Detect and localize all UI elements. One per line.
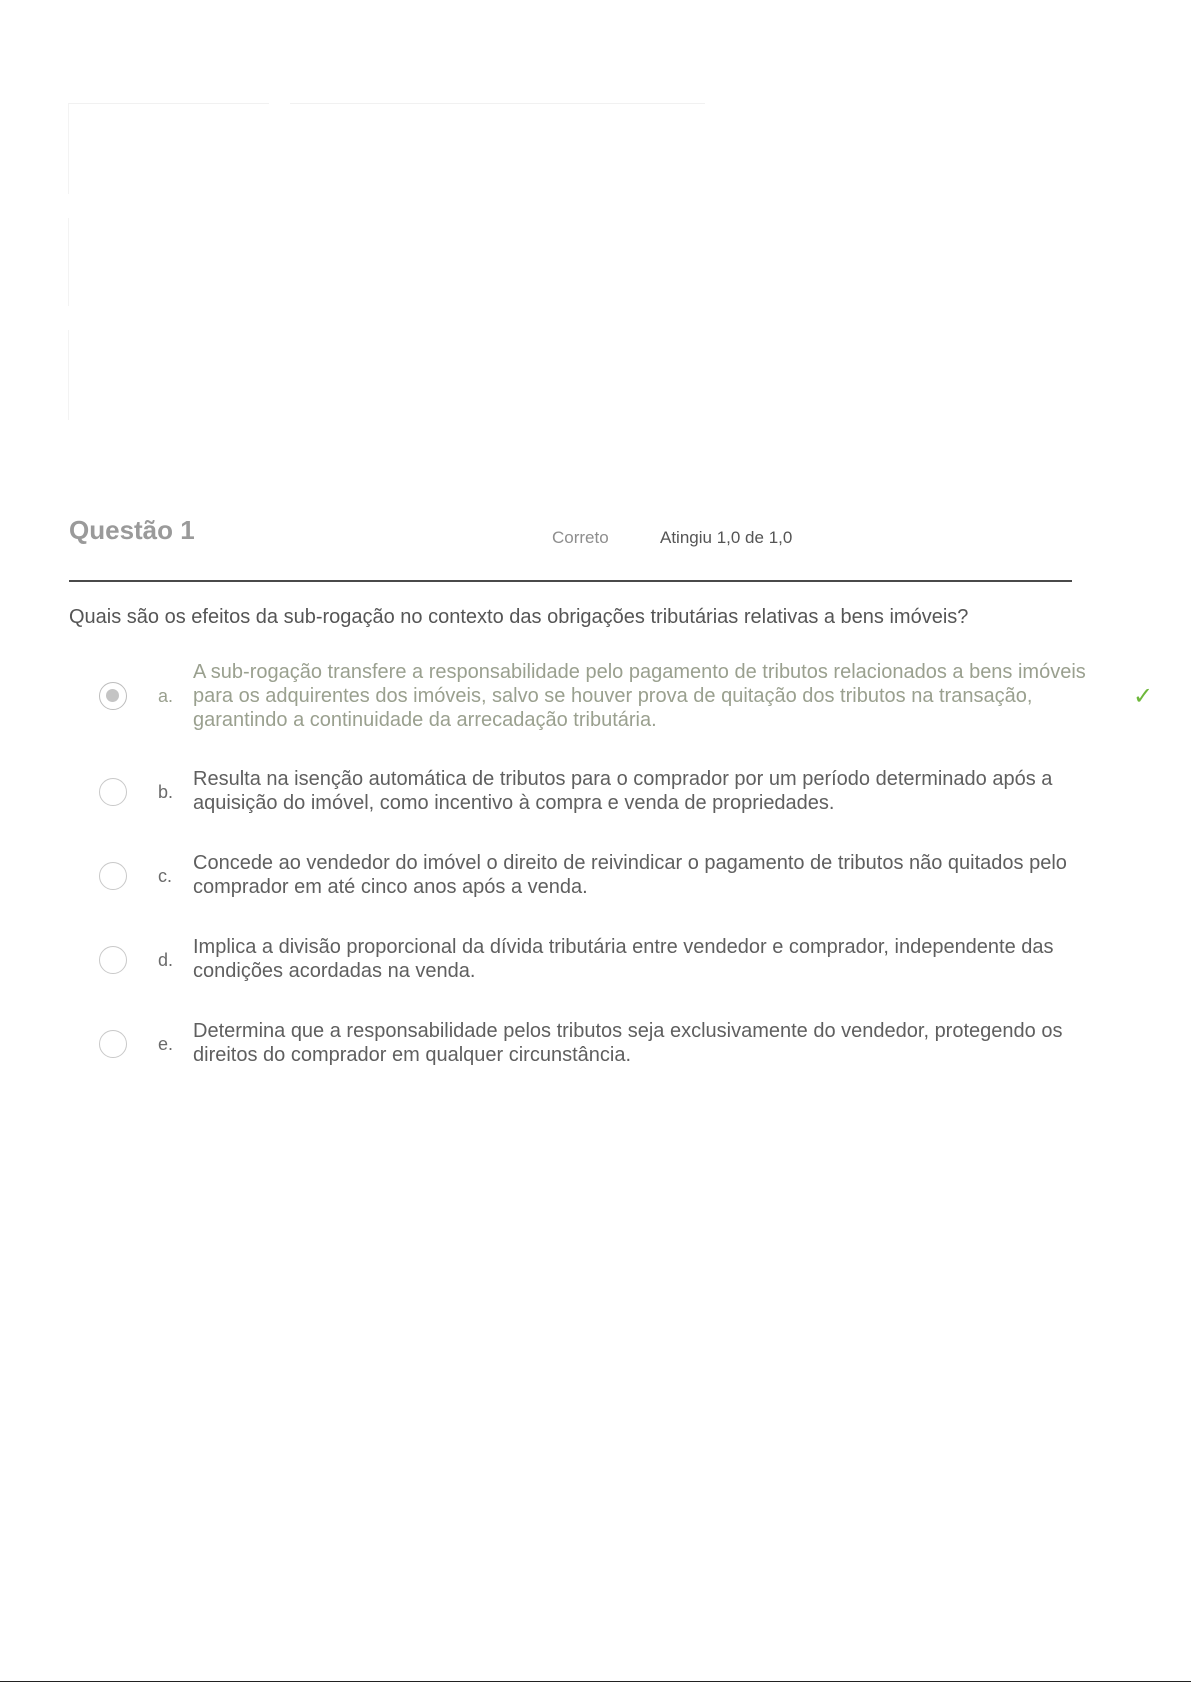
option-text: Implica a divisão proporcional da dívida tributária entre vendedor e comprador, independente das condições acordadas na venda. (193, 936, 1054, 982)
answer-option-b[interactable] (69, 767, 1129, 823)
option-letter: d. (158, 950, 174, 970)
option-letter: b. (158, 782, 174, 802)
faded-summary-box (68, 218, 71, 306)
grade-label: Atingiu 1,0 de 1,0 (660, 528, 793, 547)
divider (69, 580, 1072, 582)
option-text: Determina que a responsabilidade pelos tributos seja exclusivamente do vendedor, protegendo os direitos do comprador em qualquer circunstância. (193, 1020, 1063, 1066)
option-text: A sub-rogação transfere a responsabilidade pelo pagamento de tributos relacionados a bens imóveis para os adquirentes dos imóveis, salvo se houver prova de quitação dos tributos na transação, garantindo a continuidade da arrecadação tributária. (193, 661, 1086, 731)
page-bottom-edge (0, 1681, 1191, 1682)
radio-option-c[interactable] (99, 862, 127, 890)
answer-option-a[interactable] (69, 660, 1154, 740)
option-letter: c. (158, 866, 173, 886)
radio-option-b[interactable] (99, 778, 127, 806)
question-text: Quais são os efeitos da sub-rogação no contexto das obrigações tributárias relativas a bens imóveis? (69, 606, 969, 628)
answer-option-c[interactable] (69, 851, 1129, 907)
question-title: Questão 1 (69, 515, 195, 545)
radio-option-a[interactable] (99, 682, 127, 710)
radio-option-e[interactable] (99, 1030, 127, 1058)
option-text: Resulta na isenção automática de tributos para o comprador por um período determinado após a aquisição do imóvel, como incentivo à compra e venda de propriedades. (193, 768, 1053, 814)
option-letter: a. (158, 686, 174, 706)
option-letter: e. (158, 1034, 174, 1054)
faded-summary-box (290, 103, 705, 106)
faded-summary-box (68, 330, 71, 420)
answer-option-e[interactable] (69, 1019, 1129, 1075)
radio-dot (106, 689, 119, 702)
checkmark-icon: ✓ (1133, 683, 1154, 710)
option-text: Concede ao vendedor do imóvel o direito de reivindicar o pagamento de tributos não quitados pelo comprador em até cinco anos após a venda. (193, 852, 1067, 898)
status-label: Correto (552, 528, 609, 547)
answer-option-d[interactable] (69, 935, 1129, 991)
radio-option-d[interactable] (99, 946, 127, 974)
faded-summary-box (68, 103, 269, 194)
